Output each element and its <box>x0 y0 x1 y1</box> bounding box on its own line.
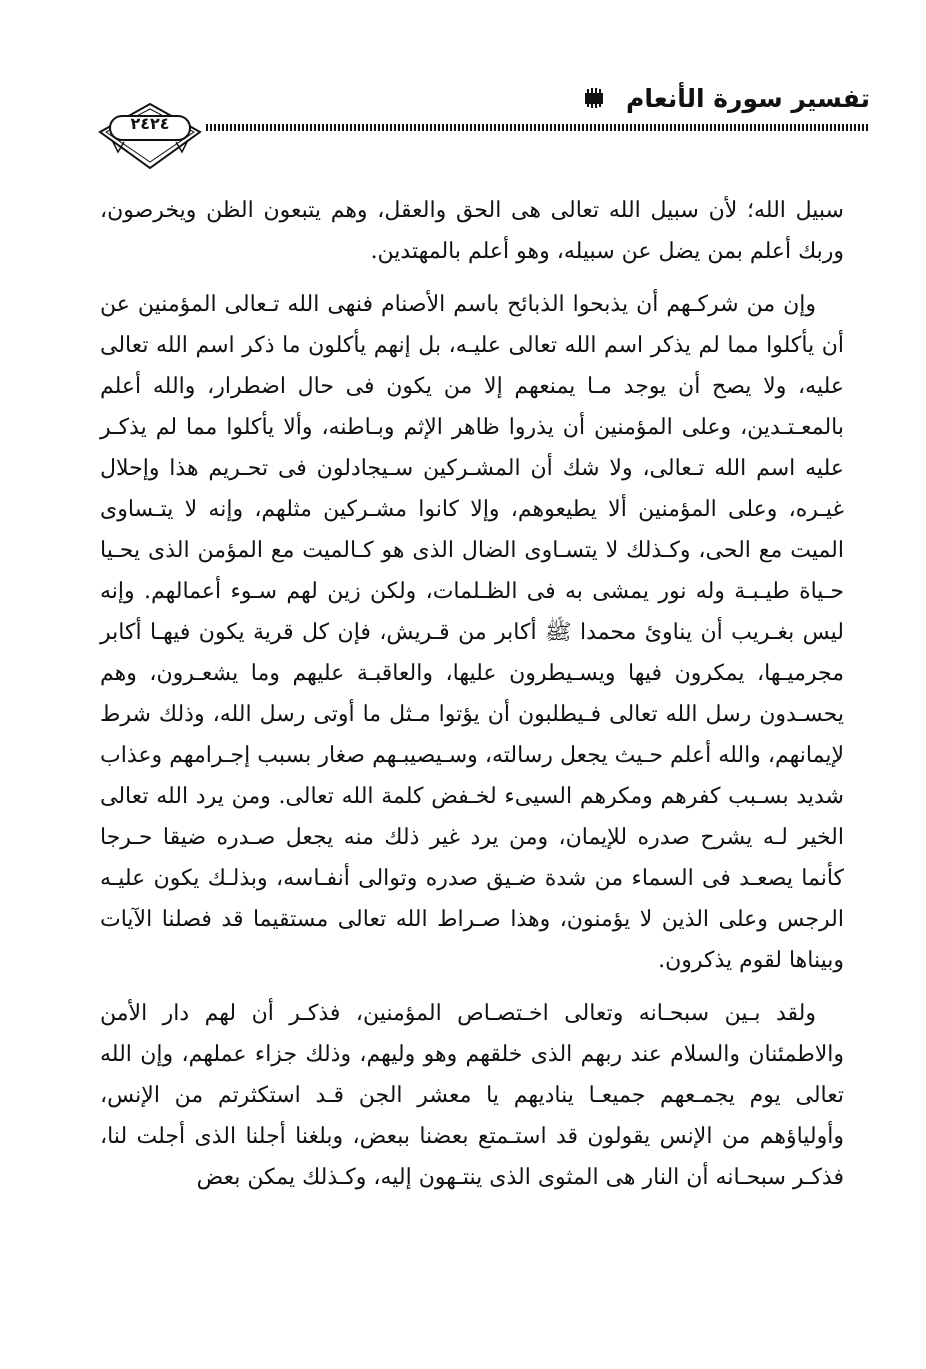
surah-title: تفسير سورة الأنعام <box>626 83 870 113</box>
ornament-mark-icon <box>584 87 604 109</box>
page-header <box>96 72 870 172</box>
body-text <box>100 190 844 1198</box>
page-number-badge <box>96 102 204 170</box>
page-number: ٢٤٢٤ <box>130 114 170 133</box>
header-dotted-rule <box>206 124 870 131</box>
paragraph-2: وإن من شركـهم أن يذبحوا الذبائح باسم الأصنام فنهى الله تـعالى المؤمنين عن أن يأكلوا مما لم يذكر اسم الله تعالى عليـه، بل إنهم يأكلون ما ذكر اسم الله تعالى عليه، ولا يصح أن يوجد مـا يمنعهم إلا من يكون فى حال اضطرار، والله أعلم بالمعـتـدين، وعلى المؤمنين أن يذروا ظاهر الإثم وبـاطنه، وألا يأكلوا مما لم يذكـر عليه اسم الله تـعالى، ولا شك أن المشـركين سـيجادلون فى تحـريم هذا وإحلال غيـره، وعلى المؤمنين ألا يطيعوهم، وإلا كانوا مشـركين مثلهم، وإنه لا يتـساوى الميت مع الحى، وكـذلك لا يتسـاوى الضال الذى هو كـالميت مع المؤمن الذى يحـيا حـياة طيـبـة وله نور يمشى به فى الظـلمات، ولكن زين لهم سـوء أعمالهم. وإنه ليس بغـريب أن يناوئ محمدا ﷺ أكابر من قـريش، فإن كل قرية يكون فيهـا أكابر مجرميـها، يمكرون فيها ويسـيطرون عليها، والعاقبـة عليهم وما يشعـرون، وهم يحسـدون رسل الله تعالى فـيطلبون أن يؤتوا مـثل ما أوتى رسل الله، وذلك شرط لإيمانهم، والله أعلم حـيث يجعل رسالته، وسـيصيبـهم صغار بسبب إجـرامهم وعذاب شديد بسـبب كفرهم ومكرهم السيىء لخـفض كلمة الله تعالى. ومن يرد الله تعالى الخير لـه يشرح صدره للإيمان، ومن يرد غير ذلك منه يجعل صـدره ضيقا حـرجا كأنما يصعـد فى السماء من شدة ضـيق صدره وتوالى أنفـاسه، وبذلـك يكون عليـه الرجس وعلى الذين لا يؤمنون، وهذا صـراط الله تعالى مستقيما قد فصلنا الآيات وبيناها لقوم يذكرون. <box>100 292 844 973</box>
running-head <box>584 80 870 116</box>
paragraph-1: سبيل الله؛ لأن سبيل الله تعالى هى الحق والعقل، وهم يتبعون الظن ويخرصون، وربك أعلم بمن يضل عن سبيله، وهو أعلم بالمهتدين. <box>100 198 844 264</box>
paragraph-3: ولقد بـين سبحـانه وتعالى اخـتصـاص المؤمنين، فذكـر أن لهم دار الأمن والاطمئنان والسلام عند ربهم الذى خلقهم وهو وليهم، وذلك جزاء عملهم، وإن الله تعالى يوم يجمـعهم جميعـا يناديهم يا معشر الجن قـد استكثرتم من الإنس، وأولياؤهم من الإنس يقولون قد استـمتع بعضنا ببعض، وبلغنا أجلنا الذى أجلت لنا، فذكـر سبحـانه أن النار هى المثوى الذى ينتـهون إليه، وكـذلك يمكن بعض <box>100 1001 844 1190</box>
badge-frame-icon <box>96 102 204 170</box>
